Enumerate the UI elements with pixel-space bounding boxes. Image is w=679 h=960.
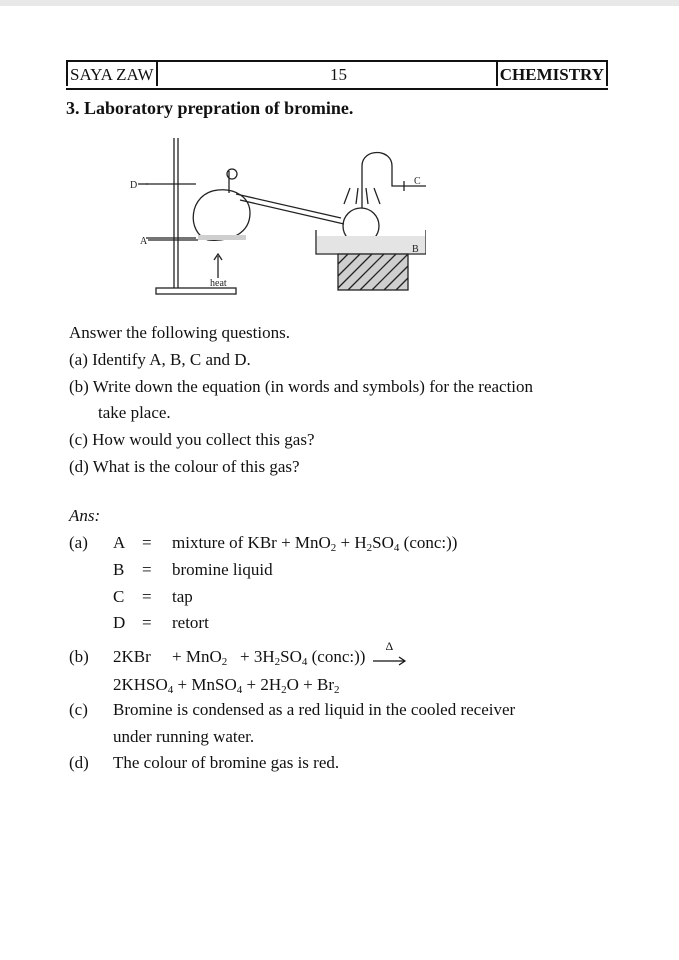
identify-letter-c: C (113, 587, 125, 606)
retort-flask (193, 190, 250, 241)
answer-d-tag: (d) (69, 753, 89, 772)
subject-name: CHEMISTRY (496, 62, 608, 86)
identify-letter-d: D (113, 613, 126, 632)
question-a: (a) Identify A, B, C and D. (69, 350, 251, 369)
questions-intro: Answer the following questions. (69, 323, 290, 342)
block-stand (338, 254, 408, 290)
identify-text-b: bromine liquid (172, 560, 273, 579)
label-d: D (130, 180, 138, 191)
page-number: 15 (330, 65, 347, 84)
author-name: SAYA ZAW (66, 62, 158, 86)
identify-eq-a: = (142, 533, 152, 552)
label-b: B (412, 244, 419, 255)
answer-c-line2: under running water. (113, 727, 255, 746)
top-band (0, 0, 679, 6)
identify-letter-b: B (113, 560, 125, 579)
answer-c-tag: (c) (69, 700, 88, 719)
equation-line2: $2KHSO_4$ + MnSO$_4$ + $2H_2O + Br_2$ (113, 675, 340, 696)
heat-arrow-icon: Δ (373, 651, 407, 665)
label-c: C (414, 176, 421, 187)
label-a: A (140, 236, 148, 247)
answer-a-tag: (a) (69, 533, 88, 552)
question-c: (c) How would you collect this gas? (69, 430, 315, 449)
identify-eq-c: = (142, 587, 152, 606)
question-d: (d) What is the colour of this gas? (69, 457, 300, 476)
equation-line1: 2KBr + MnO$_2$ + $3H_2SO_4$ (conc:)) Δ (113, 647, 407, 668)
question-b-line1: (b) Write down the equation (in words and symbols) for the reaction (69, 377, 534, 396)
identify-text-d: retort (172, 613, 209, 632)
answer-d-text: The colour of bromine gas is red. (113, 753, 340, 772)
bromine-apparatus-diagram (126, 138, 426, 298)
identify-eq-b: = (142, 560, 152, 579)
section-title: 3. Laboratory prepration of bromine. (66, 98, 354, 118)
answer-b-tag: (b) (69, 647, 89, 666)
answers-heading: Ans: (69, 506, 101, 525)
identify-text-a: mixture of KBr + $MnO_2 + H_2SO_4$ (conc:)) (172, 533, 458, 554)
question-b-line2: take place. (98, 403, 171, 422)
identify-text-c: tap (172, 587, 193, 606)
heat-label: heat (210, 278, 227, 289)
page-header (66, 60, 608, 90)
answer-c-line1: Bromine is condensed as a red liquid in the cooled receiver (113, 700, 516, 719)
identify-letter-a: A (113, 533, 126, 552)
delivery-tube (236, 194, 341, 218)
identify-eq-d: = (142, 613, 152, 632)
